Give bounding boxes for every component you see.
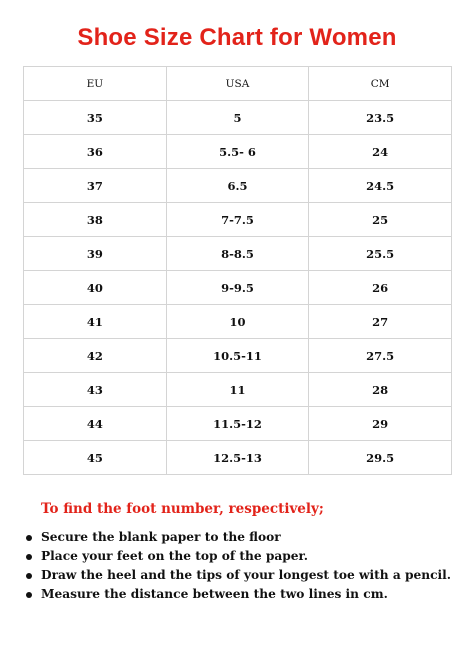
step-text: Measure the distance between the two lines in cm.: [41, 587, 388, 601]
cell-cm: 29: [309, 407, 452, 441]
cell-cm: 24: [309, 135, 452, 169]
cell-eu: 41: [24, 305, 167, 339]
size-table: [23, 66, 452, 475]
table-header-row: [24, 67, 452, 101]
table-row: [24, 169, 452, 203]
cell-usa: 5: [166, 101, 309, 135]
cell-usa: 12.5-13: [166, 441, 309, 475]
cell-eu: 42: [24, 339, 167, 373]
cell-cm: 24.5: [309, 169, 452, 203]
cell-eu: 45: [24, 441, 167, 475]
table-row: [24, 203, 452, 237]
step-text: Draw the heel and the tips of your longest toe with a pencil.: [41, 568, 452, 582]
table-row: [24, 305, 452, 339]
bullet-icon: [26, 535, 32, 541]
cell-usa: 7-7.5: [166, 203, 309, 237]
cell-eu: 43: [24, 373, 167, 407]
cell-cm: 29.5: [309, 441, 452, 475]
step-text: Secure the blank paper to the floor: [41, 530, 281, 544]
cell-cm: 27: [309, 305, 452, 339]
cell-cm: 27.5: [309, 339, 452, 373]
list-item: [24, 566, 451, 585]
table-row: [24, 237, 452, 271]
cell-eu: 35: [24, 101, 167, 135]
instructions-heading: To find the foot number, respectively;: [41, 501, 324, 517]
bullet-icon: [26, 592, 32, 598]
table-row: [24, 373, 452, 407]
cell-usa: 10.5-11: [166, 339, 309, 373]
cell-eu: 36: [24, 135, 167, 169]
cell-eu: 39: [24, 237, 167, 271]
table-row: [24, 441, 452, 475]
column-header-usa: USA: [166, 67, 309, 101]
table-row: [24, 271, 452, 305]
cell-usa: 8-8.5: [166, 237, 309, 271]
cell-usa: 6.5: [166, 169, 309, 203]
table-row: [24, 339, 452, 373]
cell-cm: 25.5: [309, 237, 452, 271]
cell-usa: 9-9.5: [166, 271, 309, 305]
table-row: [24, 135, 452, 169]
cell-cm: 26: [309, 271, 452, 305]
cell-cm: 23.5: [309, 101, 452, 135]
cell-eu: 40: [24, 271, 167, 305]
list-item: [24, 547, 451, 566]
cell-usa: 10: [166, 305, 309, 339]
cell-usa: 5.5- 6: [166, 135, 309, 169]
bullet-icon: [26, 573, 32, 579]
cell-cm: 28: [309, 373, 452, 407]
table-row: [24, 101, 452, 135]
table-row: [24, 407, 452, 441]
column-header-cm: CM: [309, 67, 452, 101]
list-item: [24, 585, 451, 604]
instructions-list: [24, 528, 451, 604]
cell-usa: 11: [166, 373, 309, 407]
cell-eu: 38: [24, 203, 167, 237]
column-header-eu: EU: [24, 67, 167, 101]
cell-cm: 25: [309, 203, 452, 237]
cell-eu: 37: [24, 169, 167, 203]
list-item: [24, 528, 451, 547]
cell-eu: 44: [24, 407, 167, 441]
step-text: Place your feet on the top of the paper.: [41, 549, 309, 563]
cell-usa: 11.5-12: [166, 407, 309, 441]
bullet-icon: [26, 554, 32, 560]
page-title: Shoe Size Chart for Women: [77, 24, 397, 51]
